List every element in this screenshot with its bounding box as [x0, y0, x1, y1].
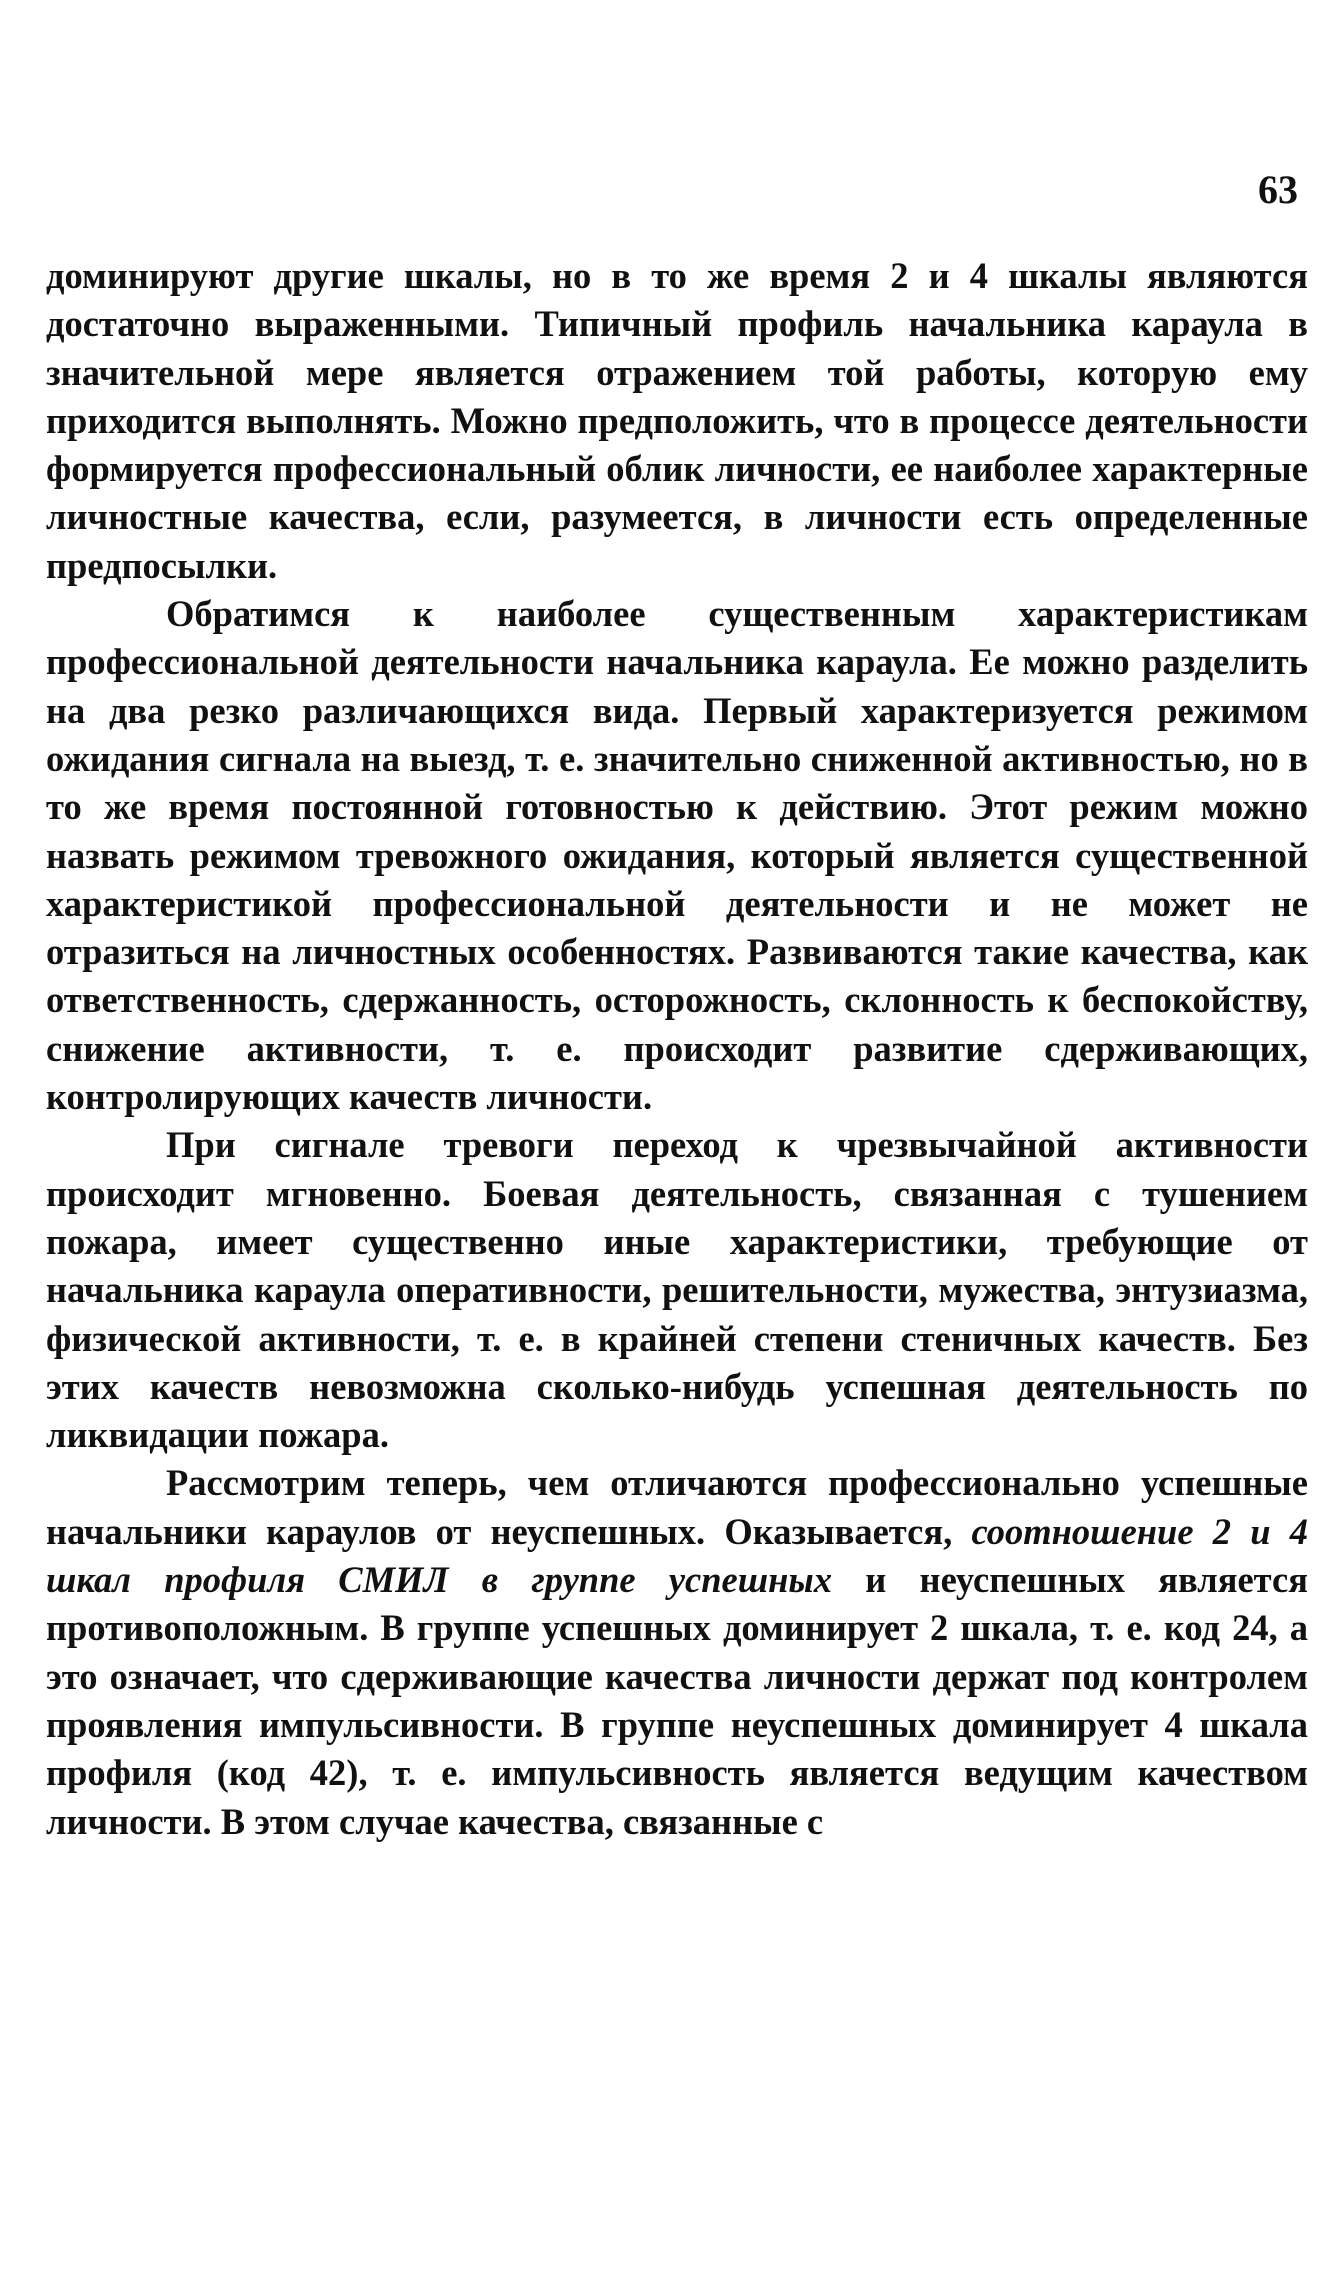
paragraph-2: [46, 590, 1308, 1121]
paragraph-1: [46, 252, 1308, 590]
body-text: [46, 252, 1308, 1846]
paragraph-3: [46, 1121, 1308, 1459]
paragraph-2-text: Обратимся к наиболее существенным характеристикам профессиональной деятельности начальника караула. Ее можно разделить на два резко различающихся вида. Первый характеризуется режимом ожидания сигнала на выезд, т. е. значительно сниженной активностью, но в то же время постоянной готовностью к действию. Этот режим можно назвать режимом тревожного ожидания, который является существенной характеристикой профессиональной деятельности и не может не отразиться на личностных особенностях. Развиваются такие качества, как ответственность, сдержанность, осторожность, склонность к беспокойству, снижение активности, т. е. происходит развитие сдерживающих, контролирующих качеств личности.: [46, 593, 1308, 1118]
paragraph-1-text: доминируют другие шкалы, но в то же время 2 и 4 шкалы являются достаточно выраженными. Типичный профиль начальника караула в значительной мере является отражением той работы, которую ему приходится выполнять. Можно предположить, что в процессе деятельности формируется профессиональный облик личности, ее наиболее характерные личностные качества, если, разумеется, в личности есть определенные предпосылки.: [46, 255, 1308, 586]
paragraph-4-text-start: Рассмотрим теперь, чем отличаются профессионально успешные начальники караулов от неуспешных. Оказывается,: [46, 1462, 1308, 1552]
paragraph-3-text: При сигнале тревоги переход к чрезвычайной активности происходит мгновенно. Боевая деятельность, связанная с тушением пожара, имеет существенно иные характеристики, требующие от начальника караула оперативности, решительности, мужества, энтузиазма, физической активности, т. е. в крайней степени стеничных качеств. Без этих качеств невозможна сколько-нибудь успешная деятельность по ликвидации пожара.: [46, 1124, 1308, 1456]
page-number: 63: [1258, 167, 1298, 212]
paragraph-4: [46, 1459, 1308, 1845]
paragraph-4-emphasis: соотношение 2 и 4 шкал профиля СМИЛ в группе успешных: [46, 1510, 1308, 1601]
paragraph-4-text-end: и неуспешных является противоположным. В группе успешных доминирует 2 шкала, т. е. код 24, а это означает, что сдерживающие качества личности держат под контролем проявления импульсивности. В группе неуспешных доминирует 4 шкала профиля (код 42), т. е. импульсивность является ведущим качеством личности. В этом случае качества, связанные с: [46, 1559, 1308, 1842]
